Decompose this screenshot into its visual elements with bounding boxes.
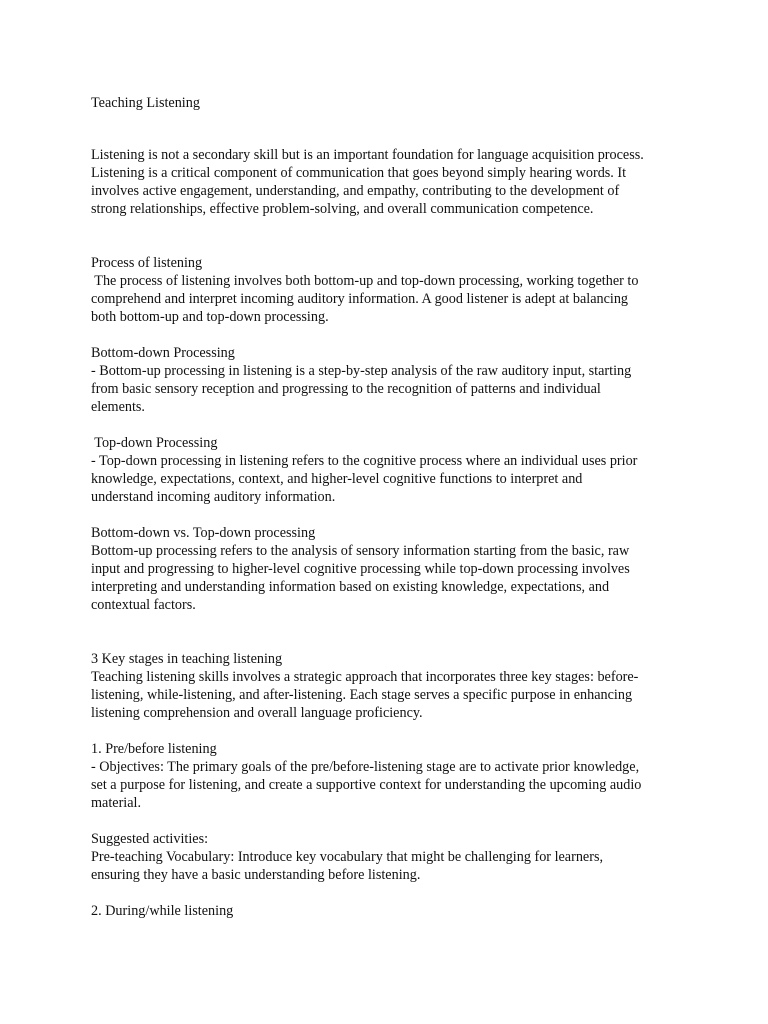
stages-line: listening, while-listening, and after-listening. Each stage serves a specific purpose in enhancing	[91, 687, 633, 703]
versus-line: interpreting and understanding information based on existing knowledge, expectations, and	[91, 579, 610, 595]
spacer	[91, 614, 691, 650]
top-down-line: understand incoming auditory information.	[91, 489, 336, 505]
intro-line: involves active engagement, understanding, and empathy, contributing to the development of	[91, 183, 620, 199]
activities-line: ensuring they have a basic understanding before listening.	[91, 867, 421, 883]
process-line: comprehend and interpret incoming auditory information. A good listener is adept at balancing	[91, 291, 629, 307]
process-line: both bottom-up and top-down processing.	[91, 309, 329, 325]
stages-line: listening comprehension and overall language proficiency.	[91, 705, 423, 721]
spacer	[91, 506, 691, 524]
top-down-section	[91, 434, 691, 506]
bottom-up-line: elements.	[91, 399, 145, 415]
section-heading: Suggested activities:	[91, 831, 209, 847]
section-heading: Bottom-down Processing	[91, 345, 235, 361]
section-heading: Top-down Processing	[91, 435, 218, 451]
spacer	[91, 416, 691, 434]
during-listening-section	[91, 902, 691, 920]
bottom-up-section	[91, 344, 691, 416]
section-heading: 1. Pre/before listening	[91, 741, 217, 757]
intro-line: Listening is a critical component of communication that goes beyond simply hearing words. It	[91, 165, 627, 181]
spacer	[91, 218, 691, 254]
versus-line: contextual factors.	[91, 597, 196, 613]
spacer	[91, 112, 691, 146]
intro-line: strong relationships, effective problem-solving, and overall communication competence.	[91, 201, 594, 217]
pre-listening-section	[91, 740, 691, 812]
section-heading: 2. During/while listening	[91, 903, 234, 919]
intro-paragraph	[91, 146, 691, 218]
stages-line: Teaching listening skills involves a strategic approach that incorporates three key stages: before-	[91, 669, 639, 685]
activities-section	[91, 830, 691, 884]
spacer	[91, 722, 691, 740]
process-section	[91, 254, 691, 326]
spacer	[91, 326, 691, 344]
top-down-line: - Top-down processing in listening refers to the cognitive process where an individual uses prior	[91, 453, 638, 469]
bottom-up-line: - Bottom-up processing in listening is a step-by-step analysis of the raw auditory input, starting	[91, 363, 632, 379]
document-title: Teaching Listening	[91, 95, 200, 111]
bottom-up-line: from basic sensory reception and progressing to the recognition of patterns and individual	[91, 381, 601, 397]
versus-line: input and progressing to higher-level cognitive processing while top-down processing involves	[91, 561, 630, 577]
section-heading: 3 Key stages in teaching listening	[91, 651, 283, 667]
section-heading: Process of listening	[91, 255, 203, 271]
document-body	[91, 94, 691, 920]
stages-section	[91, 650, 691, 722]
top-down-line: knowledge, expectations, context, and higher-level cognitive functions to interpret and	[91, 471, 583, 487]
activities-line: Pre-teaching Vocabulary: Introduce key vocabulary that might be challenging for learners,	[91, 849, 604, 865]
pre-listening-line: set a purpose for listening, and create a supportive context for understanding the upcoming audio	[91, 777, 642, 793]
pre-listening-line: - Objectives: The primary goals of the pre/before-listening stage are to activate prior knowledge,	[91, 759, 640, 775]
intro-line: Listening is not a secondary skill but is an important foundation for language acquisition process.	[91, 147, 644, 163]
versus-line: Bottom-up processing refers to the analysis of sensory information starting from the basic, raw	[91, 543, 630, 559]
versus-section	[91, 524, 691, 614]
spacer	[91, 884, 691, 902]
section-heading: Bottom-down vs. Top-down processing	[91, 525, 316, 541]
process-line: The process of listening involves both bottom-up and top-down processing, working together to	[91, 273, 639, 289]
pre-listening-line: material.	[91, 795, 142, 811]
spacer	[91, 812, 691, 830]
